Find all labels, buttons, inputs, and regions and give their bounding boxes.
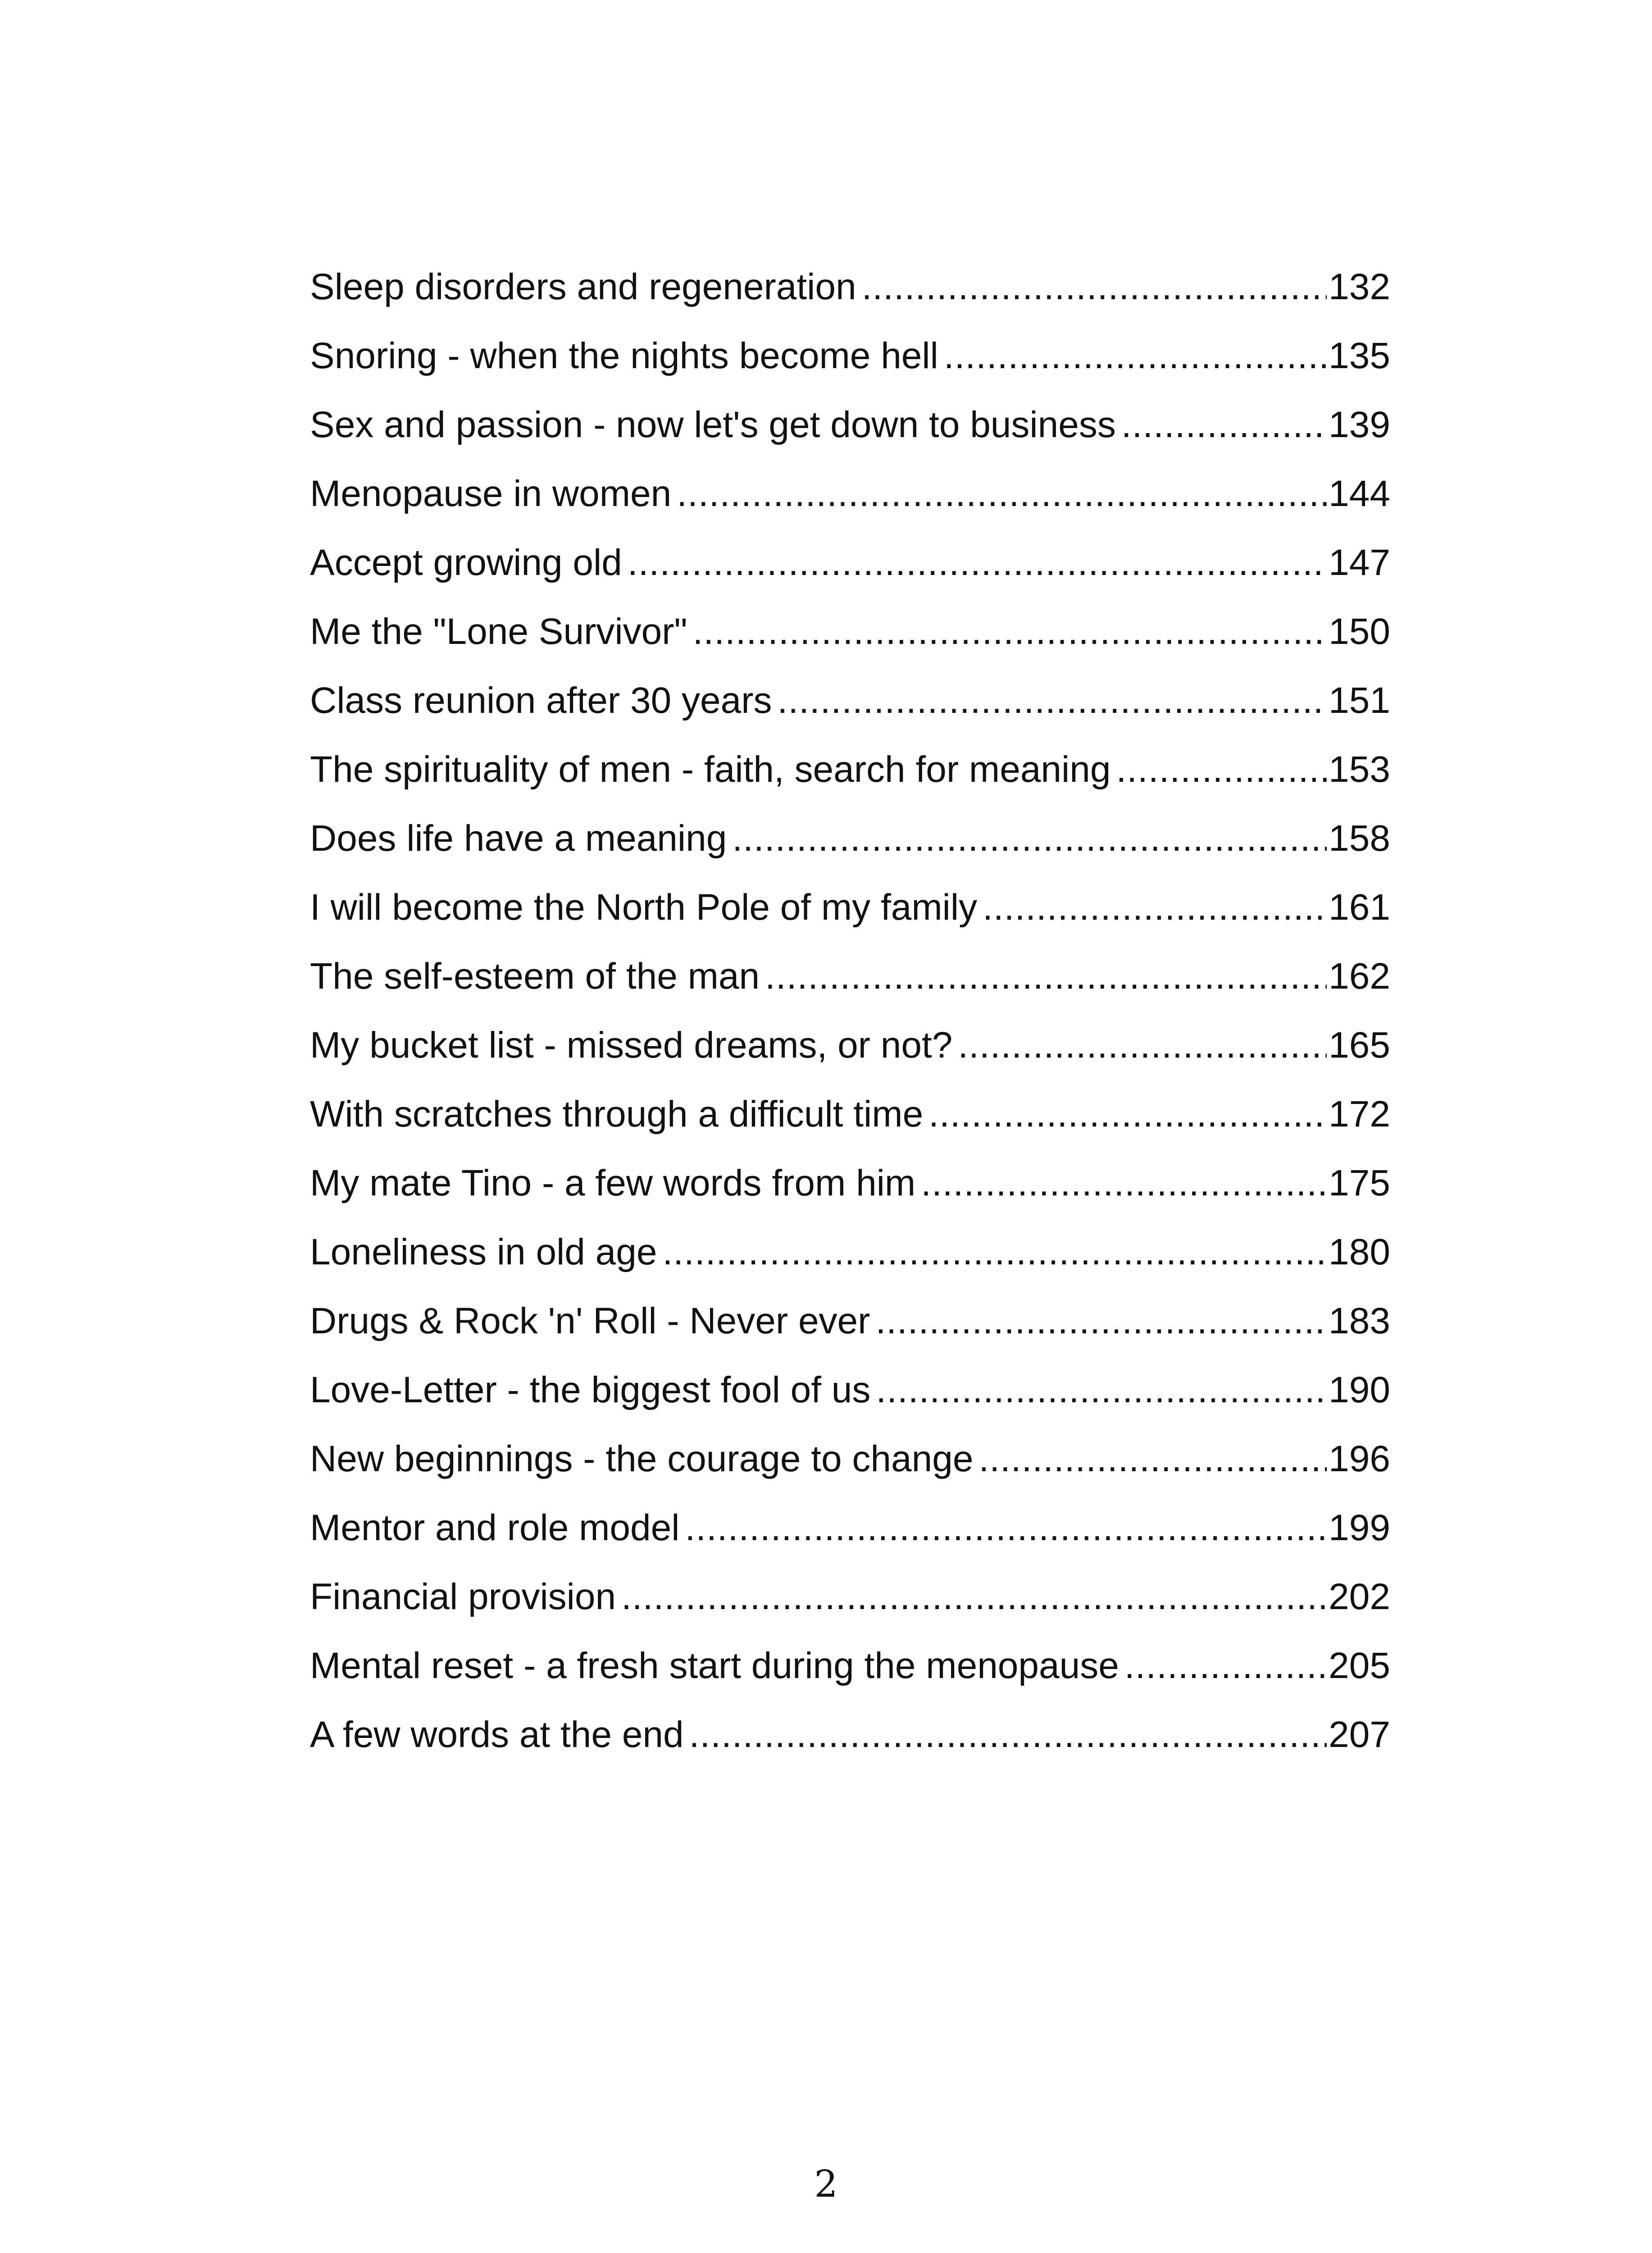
toc-entry-title: Sex and passion - now let's get down to business bbox=[310, 404, 1116, 445]
toc-entry-title: Me the "Lone Survivor" bbox=[310, 611, 687, 652]
toc-entry bbox=[310, 1162, 1390, 1231]
toc-dot-leader bbox=[978, 1438, 1327, 1480]
toc-entry bbox=[310, 1576, 1390, 1645]
toc-dot-leader bbox=[1121, 404, 1327, 446]
toc-dot-leader bbox=[862, 266, 1327, 308]
toc-entry-page: 139 bbox=[1329, 404, 1390, 445]
toc-entry bbox=[310, 1507, 1390, 1576]
toc-entry-title: Snoring - when the nights become hell bbox=[310, 335, 938, 376]
toc-entry-title: New beginnings - the courage to change bbox=[310, 1438, 974, 1479]
toc-entry-page: 153 bbox=[1329, 749, 1390, 790]
toc-entry-title: Drugs & Rock 'n' Roll - Never ever bbox=[310, 1300, 870, 1341]
toc-entry-title: Does life have a meaning bbox=[310, 818, 727, 859]
toc-entry-page: 161 bbox=[1329, 887, 1390, 928]
toc-dot-leader bbox=[685, 1507, 1327, 1549]
toc-entry-title: I will become the North Pole of my family bbox=[310, 887, 978, 928]
toc-dot-leader bbox=[621, 1576, 1327, 1618]
toc-entry-title: Accept growing old bbox=[310, 542, 622, 583]
toc-entry bbox=[310, 1438, 1390, 1507]
toc-entry-page: 151 bbox=[1329, 680, 1390, 721]
toc-dot-leader bbox=[693, 611, 1327, 653]
toc-dot-leader bbox=[662, 1231, 1327, 1273]
toc-entry-title: Financial provision bbox=[310, 1576, 616, 1617]
toc-entry-page: 190 bbox=[1329, 1369, 1390, 1410]
toc-entry-page: 175 bbox=[1329, 1163, 1390, 1204]
toc-dot-leader bbox=[983, 886, 1327, 929]
toc-entry-title: Loneliness in old age bbox=[310, 1231, 657, 1272]
toc-dot-leader bbox=[689, 1714, 1327, 1756]
toc-dot-leader bbox=[944, 335, 1327, 377]
toc-entry bbox=[310, 817, 1390, 886]
toc-dot-leader bbox=[928, 1093, 1327, 1136]
toc-entry bbox=[310, 1369, 1390, 1438]
toc-dot-leader bbox=[677, 473, 1327, 515]
toc-entry-title: Mental reset - a fresh start during the menopause bbox=[310, 1645, 1119, 1686]
toc-entry-title: Class reunion after 30 years bbox=[310, 680, 772, 721]
toc-dot-leader bbox=[876, 1369, 1327, 1411]
toc-dot-leader bbox=[958, 1024, 1327, 1067]
toc-dot-leader bbox=[875, 1300, 1327, 1342]
toc-entry-page: 180 bbox=[1329, 1231, 1390, 1272]
toc-entry bbox=[310, 1024, 1390, 1093]
toc-dot-leader bbox=[1124, 1645, 1327, 1687]
toc-entry-page: 165 bbox=[1329, 1025, 1390, 1066]
toc-dot-leader bbox=[1116, 748, 1327, 791]
toc-entry-page: 172 bbox=[1329, 1094, 1390, 1135]
toc-entry-page: 162 bbox=[1329, 956, 1390, 997]
toc-entry-page: 205 bbox=[1329, 1645, 1390, 1686]
toc-entry bbox=[310, 1093, 1390, 1162]
toc-entry bbox=[310, 1645, 1390, 1714]
toc-entry bbox=[310, 748, 1390, 817]
toc-entry-page: 144 bbox=[1329, 473, 1390, 514]
toc-entry-page: 202 bbox=[1329, 1576, 1390, 1617]
toc-entry bbox=[310, 955, 1390, 1024]
toc-entry-title: My mate Tino - a few words from him bbox=[310, 1163, 916, 1204]
toc-dot-leader bbox=[778, 680, 1327, 722]
toc-entry-title: Love-Letter - the biggest fool of us bbox=[310, 1369, 871, 1410]
toc-dot-leader bbox=[732, 817, 1327, 860]
toc-entry-page: 199 bbox=[1329, 1507, 1390, 1548]
table-of-contents bbox=[310, 266, 1390, 1783]
toc-entry bbox=[310, 266, 1390, 335]
toc-entry-title: A few words at the end bbox=[310, 1714, 684, 1755]
toc-dot-leader bbox=[765, 955, 1327, 998]
toc-entry-title: Menopause in women bbox=[310, 473, 672, 514]
toc-entry-page: 196 bbox=[1329, 1438, 1390, 1479]
toc-entry-title: Mentor and role model bbox=[310, 1507, 680, 1548]
toc-entry-page: 132 bbox=[1329, 266, 1390, 307]
toc-dot-leader bbox=[921, 1162, 1327, 1204]
page-number: 2 bbox=[814, 2163, 838, 2206]
toc-entry-title: My bucket list - missed dreams, or not? bbox=[310, 1025, 953, 1066]
toc-entry bbox=[310, 611, 1390, 680]
toc-entry-page: 158 bbox=[1329, 818, 1390, 859]
toc-entry bbox=[310, 886, 1390, 955]
toc-entry bbox=[310, 1300, 1390, 1369]
toc-entry-page: 207 bbox=[1329, 1714, 1390, 1755]
toc-dot-leader bbox=[628, 542, 1327, 584]
toc-entry bbox=[310, 1231, 1390, 1300]
toc-entry-page: 135 bbox=[1329, 335, 1390, 376]
toc-entry-title: The spirituality of men - faith, search for meaning bbox=[310, 749, 1111, 790]
toc-entry-title: The self-esteem of the man bbox=[310, 956, 760, 997]
toc-entry-title: Sleep disorders and regeneration bbox=[310, 266, 856, 307]
toc-entry bbox=[310, 542, 1390, 611]
toc-entry-page: 147 bbox=[1329, 542, 1390, 583]
toc-entry bbox=[310, 335, 1390, 404]
toc-entry bbox=[310, 473, 1390, 542]
toc-entry bbox=[310, 680, 1390, 748]
toc-entry-page: 150 bbox=[1329, 611, 1390, 652]
toc-entry bbox=[310, 1714, 1390, 1783]
toc-entry-page: 183 bbox=[1329, 1300, 1390, 1341]
toc-entry-title: With scratches through a difficult time bbox=[310, 1094, 924, 1135]
toc-entry bbox=[310, 404, 1390, 473]
